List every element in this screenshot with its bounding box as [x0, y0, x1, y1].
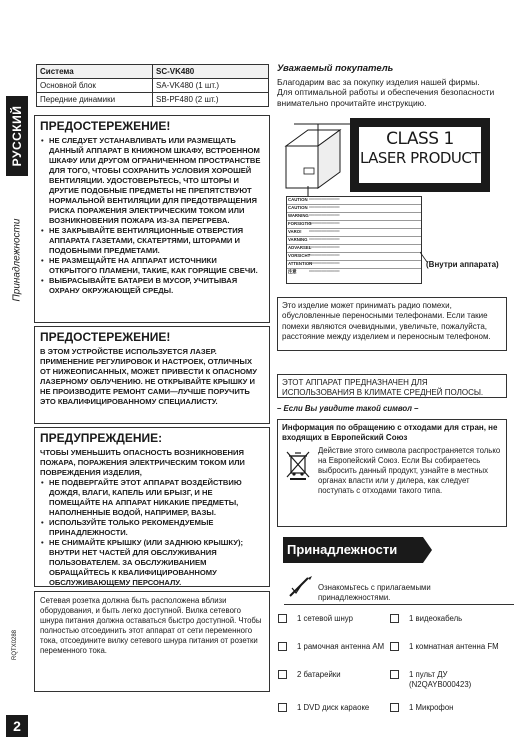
warning-item: • ИСПОЛЬЗУЙТЕ ТОЛЬКО РЕКОМЕНДУЕМЫЕ ПРИНАДЛЕЖНОСТИ.	[40, 518, 264, 538]
accessory-checkbox[interactable]	[278, 614, 287, 623]
accessory-item	[278, 642, 388, 652]
document-code	[8, 625, 22, 665]
accessory-label: 1 видеокабель	[409, 614, 463, 623]
caution-row: VORSICHT ════════════	[287, 253, 421, 261]
accessory-checkbox[interactable]	[278, 670, 287, 679]
caution-row-title: ADVARSEL	[288, 245, 312, 250]
caution-row-title: CAUTION	[288, 205, 308, 210]
language-tab	[6, 96, 28, 176]
accessory-checkbox[interactable]	[390, 642, 399, 651]
caution-row: ADVARSEL ════════════	[287, 245, 421, 253]
accessory-checkbox[interactable]	[390, 670, 399, 679]
eu-disposal-title: Информация по обращению с отходами для стран, не входящих в Европейский Союз	[282, 423, 498, 442]
caution-row-title: CAUTION	[288, 197, 308, 202]
dear-customer-line: Благодарим вас за покупку изделия нашей фирмы.	[277, 76, 480, 87]
caution-row-title: VORSICHT	[288, 253, 311, 258]
warning-item: • НЕ ЗАКРЫВАЙТЕ ВЕНТИЛЯЦИОННЫЕ ОТВЕРСТИЯ АППАРАТА ГАЗЕТАМИ, СКАТЕРТЯМИ, ШТОРАМИ И ПОДОБНЫМИ ПРЕДМЕТАМИ.	[40, 226, 264, 256]
caution-row-title: VARO!	[288, 229, 302, 234]
accessory-label: 1 комнатная антенна FM	[409, 642, 499, 651]
dear-customer-line: внимательно прочитайте инструкцию.	[277, 97, 427, 108]
accessory-item	[390, 642, 510, 652]
fire-shock-warning	[34, 427, 270, 587]
socket-note: Сетевая розетка должна быть расположена вблизи оборудования, и быть легко доступной. Вилка сетевого шнура питания должна оставаться быстро доступной. Чтобы полностью отсоединить этот аппарат от сети переменного тока, отсоедините вилку сетевого шнура питания от розетки переменного тока.	[34, 591, 270, 692]
accessory-item	[390, 670, 510, 690]
dear-customer-title: Уважаемый покупатель	[277, 63, 394, 74]
section-marker-label: Принадлежности	[11, 218, 23, 302]
ventilation-warning	[34, 115, 270, 323]
dear-customer	[277, 64, 507, 108]
pencil-check-icon	[286, 574, 316, 600]
warning-title: ПРЕДОСТЕРЕЖЕНИЕ!	[40, 330, 171, 344]
laser-warning	[34, 326, 270, 424]
accessory-label: 2 батарейки	[297, 670, 341, 679]
caution-row: WARNING ════════════	[287, 213, 421, 221]
laser-class-line: CLASS 1	[386, 129, 454, 149]
eu-disposal-body: Действие этого символа распространяется только на Европейский Союз. Если Вы собираетесь выбросить данный продукт, узнайте в местных органах власти или у дилера, как следует поступать с отходами такого типа.	[318, 446, 501, 495]
warning-item: • НЕ РАЗМЕЩАЙТЕ НА АППАРАТ ИСТОЧНИКИ ОТКРЫТОГО ПЛАМЕНИ, ТАКИЕ, КАК ГОРЯЩИЕ СВЕЧИ.	[40, 256, 264, 276]
accessory-item	[390, 703, 510, 713]
table-cell: SA-VK480 (1 шт.)	[153, 79, 269, 93]
table-row	[37, 79, 269, 93]
page-number: 2	[6, 715, 28, 737]
accessory-label: 1 сетевой шнур	[297, 614, 353, 623]
accessory-label: 1 рамочная антенна АМ	[297, 642, 385, 651]
accessory-checkbox[interactable]	[278, 703, 287, 712]
section-marker	[10, 218, 24, 302]
language-tab-label: РУССКИЙ	[10, 105, 24, 167]
laser-class-label-inner	[358, 126, 482, 184]
accessory-item	[278, 703, 388, 713]
caution-row-title: WARNING	[288, 213, 309, 218]
warning-item: • НЕ ПОДВЕРГАЙТЕ ЭТОТ АППАРАТ ВОЗДЕЙСТВИЮ ДОЖДЯ, ВЛАГИ, КАПЕЛЬ ИЛИ БРЫЗГ, И НЕ ПОМЕЩАЙТЕ НА АППАРАТ НИКАКИЕ ПРЕДМЕТЫ, НАПОЛНЕННЫЕ ВОДОЙ, НАПРИМЕР, ВАЗЫ.	[40, 478, 264, 518]
accessory-label: 1 пульт ДУ (N2QAYB000423)	[409, 670, 472, 689]
document-code-label: RQTX0288	[12, 629, 18, 661]
climate-note: ЭТОТ АППАРАТ ПРЕДНАЗНАЧЕН ДЛЯ ИСПОЛЬЗОВАНИЯ В КЛИМАТЕ СРЕДНЕЙ ПОЛОСЫ.	[277, 374, 507, 398]
accessories-heading-tail	[423, 537, 432, 563]
table-cell: SB-PF480 (2 шт.)	[153, 93, 269, 107]
symbol-heading: – Если Вы увидите такой символ –	[277, 404, 419, 413]
radio-interference-note: Это изделие может принимать радио помехи, обусловленные переносными телефонами. Если такие помехи являются очевидными, увеличьте, пожалуйста, расстояние между изделием и переносным телефоном.	[277, 297, 507, 351]
caution-row-title: VARNING	[288, 237, 308, 242]
warning-item: • НЕ СНИМАЙТЕ КРЫШКУ (ИЛИ ЗАДНЮЮ КРЫШКУ); ВНУТРИ НЕТ ЧАСТЕЙ ДЛЯ ОБСЛУЖИВАНИЯ ПОЛЬЗОВАТЕЛЕМ. ЗА ОБСЛУЖИВАНИЕМ ОБРАЩАЙТЕСЬ К КВАЛИФИЦИРОВАННОМУ ОБСЛУЖИВАЮЩЕМУ ПЕРСОНАЛУ.	[40, 538, 264, 588]
accessory-item	[278, 670, 388, 680]
accessory-checkbox[interactable]	[390, 614, 399, 623]
accessory-checkbox[interactable]	[390, 703, 399, 712]
caution-row: FORSIGTIG ════════════	[287, 221, 421, 229]
table-cell: Система	[37, 65, 153, 79]
inside-unit-note: (Внутри аппарата)	[426, 260, 499, 269]
caution-label	[286, 196, 422, 284]
accessory-label: 1 DVD диск караоке	[297, 703, 370, 712]
warning-text: В ЭТОМ УСТРОЙСТВЕ ИСПОЛЬЗУЕТСЯ ЛАЗЕР. ПРИМЕНЕНИЕ РЕГУЛИРОВОК И НАСТРОЕК, ОТЛИЧНЫХ ОТ НИЖЕОПИСАННЫХ, МОЖЕТ ПРИВЕСТИ К ОПАСНОМУ ЛАЗЕРНОМУ ОБЛУЧЕНИЮ. НЕ ОТКРЫВАЙТЕ КРЫШКУ И НЕ ПРОИЗВОДИТЕ РЕМОНТ САМИ—ЛУЧШЕ ПОРУЧИТЬ ЭТО КВАЛИФИЦИРОВАННОМУ СПЕЦИАЛИСТУ.	[40, 347, 257, 406]
table-row	[37, 93, 269, 107]
accessory-item	[278, 614, 388, 624]
caution-row: ATTENTION ════════════	[287, 261, 421, 269]
caution-row: 注意 ════════════	[287, 269, 421, 277]
laser-class-label	[350, 118, 490, 192]
model-table	[36, 64, 269, 107]
caution-row-title: 注意	[288, 269, 297, 274]
accessories-note: Ознакомьтесь с прилагаемыми принадлежностями.	[318, 583, 431, 602]
caution-row: VARNING ════════════	[287, 237, 421, 245]
table-row	[37, 65, 269, 79]
warning-item: • НЕ СЛЕДУЕТ УСТАНАВЛИВАТЬ ИЛИ РАЗМЕЩАТЬ ДАННЫЙ АППАРАТ В КНИЖНОМ ШКАФУ, ВСТРОЕННОМ ШКАФУ ИЛИ ДРУГОМ ОГРАНИЧЕННОМ ПРОСТРАНСТВЕ ДЛЯ ТОГО, ЧТОБЫ СОХРАНИТЬ УСЛОВИЯ ХОРОШЕЙ ВЕНТИЛЯЦИИ. УДОСТОВЕРЬТЕСЬ, ЧТО ШТОРЫ И ДРУГИЕ ПОДОБНЫЕ ПРЕДМЕТЫ НЕ ПРЕПЯТСТВУЮТ НОРМАЛЬНОЙ ВЕНТИЛЯЦИИ ДЛЯ ПРЕДОТВРАЩЕНИЯ РИСКА ПОРАЖЕНИЯ ЭЛЕКТРИЧЕСКИМ ТОКОМ ИЛИ ВОЗНИКНОВЕНИЯ ПОЖАРА ИЗ-ЗА ПЕРЕГРЕВА.	[40, 136, 264, 226]
caution-row: CAUTION ════════════	[287, 205, 421, 213]
accessory-label: 1 Микрофон	[409, 703, 454, 712]
caution-row: CAUTION ════════════	[287, 197, 421, 205]
divider	[284, 604, 514, 605]
unit-illustration	[278, 116, 358, 196]
accessory-checkbox[interactable]	[278, 642, 287, 651]
eu-disposal-box	[277, 419, 507, 527]
laser-class-line: LASER PRODUCT	[359, 149, 481, 167]
caution-row-title: ATTENTION	[288, 261, 313, 266]
warning-title: ПРЕДОСТЕРЕЖЕНИЕ!	[40, 119, 171, 133]
dear-customer-line: Для оптимальной работы и обеспечения безопасности	[277, 87, 495, 97]
warning-intro: ЧТОБЫ УМЕНЬШИТЬ ОПАСНОСТЬ ВОЗНИКНОВЕНИЯ ПОЖАРА, ПОРАЖЕНИЯ ЭЛЕКТРИЧЕСКИМ ТОКОМ ИЛИ ПОВРЕЖДЕНИЯ ИЗДЕЛИЯ,	[40, 448, 245, 477]
warning-title: ПРЕДУПРЕЖДЕНИЕ:	[40, 431, 163, 445]
accessories-heading: Принадлежности	[283, 537, 423, 563]
crossed-bin-icon	[286, 450, 310, 480]
caution-row-title: FORSIGTIG	[288, 221, 312, 226]
table-cell: SC-VK480	[153, 65, 269, 79]
table-cell: Основной блок	[37, 79, 153, 93]
caution-row: VARO! ════════════	[287, 229, 421, 237]
table-cell: Передние динамики	[37, 93, 153, 107]
warning-item: • ВЫБРАСЫВАЙТЕ БАТАРЕИ В МУСОР, УЧИТЫВАЯ ОХРАНУ ОКРУЖАЮЩЕЙ СРЕДЫ.	[40, 276, 264, 296]
accessory-item	[390, 614, 510, 624]
